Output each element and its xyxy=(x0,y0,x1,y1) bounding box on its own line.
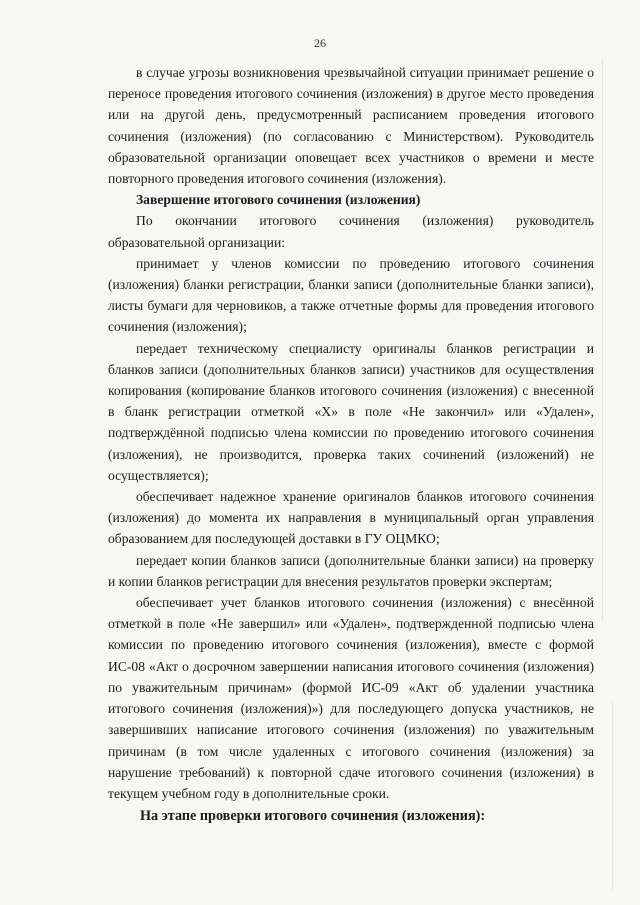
paragraph-transfer-copies: передает копии бланков записи (дополнительные бланки записи) на проверку и копии бланков регистрации для внесения результатов проверки экспертам; xyxy=(108,552,594,589)
paragraph-accepts-forms: принимает у членов комиссии по проведению итогового сочинения (изложения) бланки регистрации, бланки записи (дополнительные бланки записи), листы бумаги для черновиков, а также отчетные формы для проведения итогового сочинения (изложения); xyxy=(108,255,594,335)
document-body xyxy=(108,62,594,827)
page-number: 26 xyxy=(314,36,326,50)
paragraph-emergency-transfer: в случае угрозы возникновения чрезвычайной ситуации принимает решение о переносе проведения итогового сочинения (изложения) в другое место проведения или на другой день, предусмотренный расписанием проведения итогового сочинения (изложения) (по согласованию с Министерством). Руководитель образовательной организации оповещает всех участников о времени и месте повторного проведения итогового сочинения (изложения). xyxy=(108,65,594,187)
section-heading-review-stage: На этапе проверки итогового сочинения (изложения): xyxy=(140,808,486,825)
scan-artifact-line-bottom xyxy=(612,700,613,890)
paragraph-storage: обеспечивает надежное хранение оригиналов бланков итогового сочинения (изложения) до момента их направления в муниципальный орган управления образованием для последующей доставки в ГУ ОЦМКО; xyxy=(108,489,594,547)
section-heading-completion: Завершение итогового сочинения (изложения) xyxy=(136,192,421,208)
scan-artifact-line xyxy=(602,60,603,620)
paragraph-after-completion: По окончании итогового сочинения (изложения) руководитель образовательной организации: xyxy=(108,213,594,250)
paragraph-accounting: обеспечивает учет бланков итогового сочинения (изложения) с внесённой отметкой в поле «Не завершил» или «Удален», подтвержденной подписью члена комиссии по проведению итогового сочинения (изложения), вместе с формой ИС-08 «Акт о досрочном завершении написания итогового сочинения (изложения) по уважительным причинам» (формой ИС-09 «Акт об удалении участника итогового сочинения (изложения)») для последующего допуска участников, не завершивших написание итогового сочинения (изложения) по уважительным причинам (в том числе удаленных с итогового сочинения (изложения) за нарушение требований) к повторной сдаче итогового сочинения (изложения) в текущем учебном году в дополнительные сроки. xyxy=(108,595,594,801)
paragraph-copying: передает техническому специалисту оригиналы бланков регистрации и бланков записи (дополнительных бланков записи) участников для осуществления копирования (копирование бланков итогового сочинения (изложения) с внесенной в бланк регистрации отметкой «Х» в поле «Не закончил» или «Удален», подтверждённой подписью члена комиссии по проведению итогового сочинения (изложения), не производится, проверка таких сочинений (изложений) не осуществляется); xyxy=(108,340,594,483)
